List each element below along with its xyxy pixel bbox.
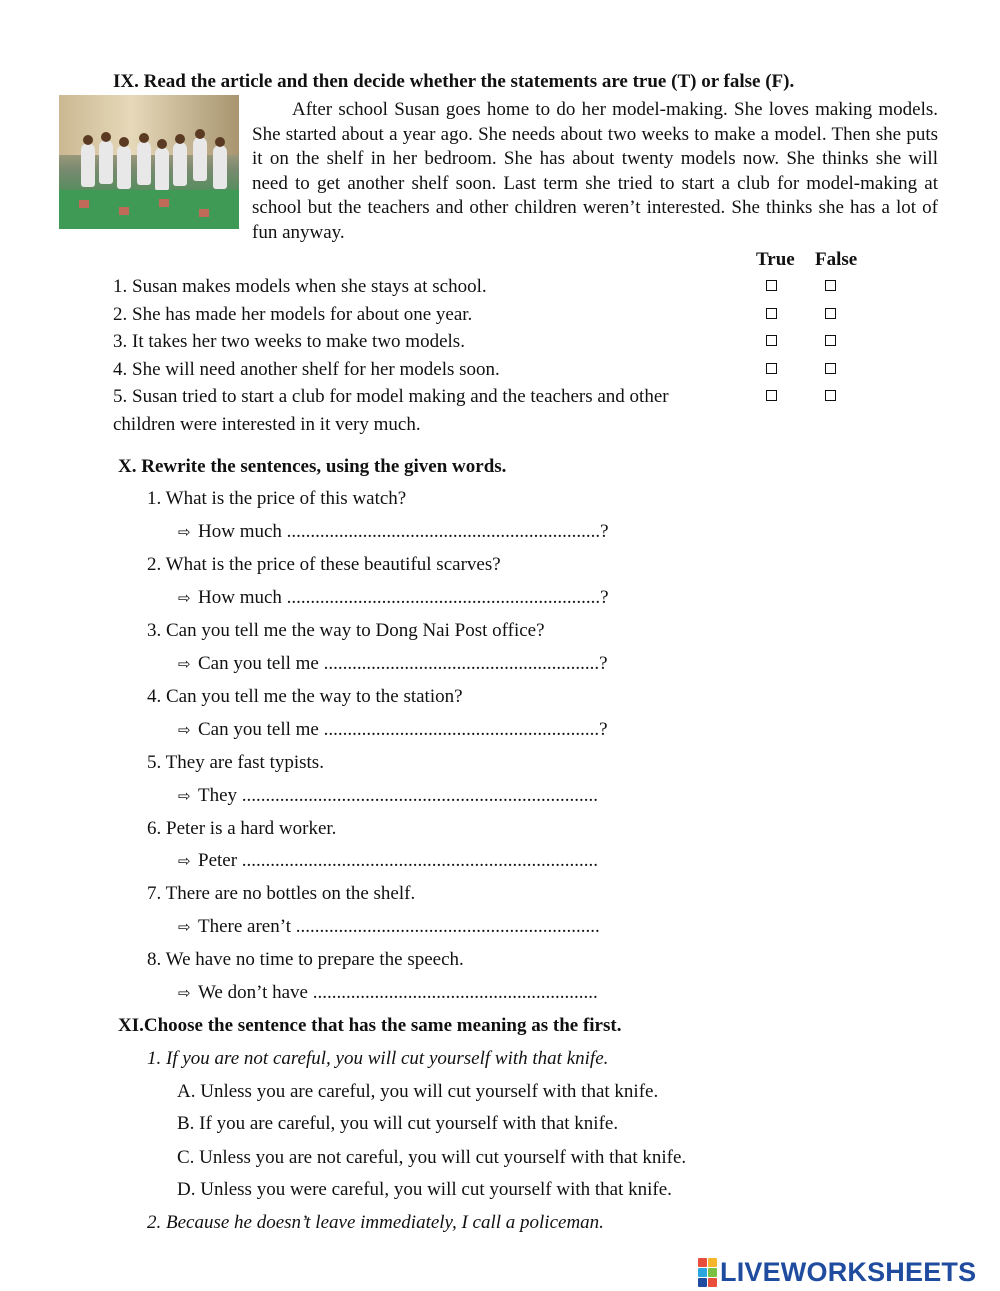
- statement-3-false-checkbox[interactable]: [825, 335, 836, 346]
- statement-2-false-checkbox[interactable]: [825, 308, 836, 319]
- rewrite-question-7: 7. There are no bottles on the shelf.: [147, 883, 416, 904]
- arrow-icon: ⇨: [178, 918, 191, 936]
- statement-4-false-checkbox[interactable]: [825, 363, 836, 374]
- arrow-icon: ⇨: [178, 852, 191, 870]
- section-9-heading: IX. Read the article and then decide whether the statements are true (T) or false (F).: [113, 71, 795, 92]
- arrow-icon: ⇨: [178, 655, 191, 673]
- statement-1: 1. Susan makes models when she stays at school.: [113, 276, 487, 297]
- rewrite-answer-5[interactable]: ⇨ They ...........................................................................: [178, 785, 599, 806]
- arrow-icon: ⇨: [178, 984, 191, 1002]
- rewrite-question-2: 2. What is the price of these beautiful scarves?: [147, 554, 501, 575]
- option-d[interactable]: D. Unless you were careful, you will cut yourself with that knife.: [177, 1179, 672, 1200]
- choice-question-1: 1. If you are not careful, you will cut yourself with that knife.: [147, 1048, 609, 1069]
- statement-3: 3. It takes her two weeks to make two models.: [113, 331, 465, 352]
- statement-1-false-checkbox[interactable]: [825, 280, 836, 291]
- option-b[interactable]: B. If you are careful, you will cut yourself with that knife.: [177, 1113, 619, 1134]
- option-c[interactable]: C. Unless you are not careful, you will cut yourself with that knife.: [177, 1147, 687, 1168]
- rewrite-answer-3[interactable]: ⇨ Can you tell me ..........................................................?: [178, 653, 608, 674]
- true-column-header: True: [756, 249, 795, 270]
- rewrite-answer-7[interactable]: ⇨ There aren’t ................................................................: [178, 916, 600, 937]
- arrow-icon: ⇨: [178, 787, 191, 805]
- choice-question-2: 2. Because he doesn’t leave immediately, I call a policeman.: [147, 1212, 604, 1233]
- statement-5: 5. Susan tried to start a club for model making and the teachers and other: [113, 386, 669, 407]
- rewrite-question-1: 1. What is the price of this watch?: [147, 488, 407, 509]
- statement-5-false-checkbox[interactable]: [825, 390, 836, 401]
- statement-4-true-checkbox[interactable]: [766, 363, 777, 374]
- statement-4: 4. She will need another shelf for her models soon.: [113, 359, 500, 380]
- statement-3-true-checkbox[interactable]: [766, 335, 777, 346]
- rewrite-answer-1[interactable]: ⇨ How much ..................................................................?: [178, 521, 609, 542]
- rewrite-answer-6[interactable]: ⇨ Peter ...........................................................................: [178, 850, 599, 871]
- statement-1-true-checkbox[interactable]: [766, 280, 777, 291]
- logo-text: LIVEWORKSHEETS: [720, 1256, 977, 1287]
- article-paragraph: After school Susan goes home to do her model-making. She loves making models. She started about a year ago. She needs about two weeks to make a model. Then she puts it on the shelf in her bedroom. She has about twenty models now. She thinks she will need to get another shelf soon. Last term she tried to start a club for model-making at school but the teachers and other children weren’t interested. She thinks she has a lot of fun anyway.: [252, 99, 938, 243]
- statement-2-true-checkbox[interactable]: [766, 308, 777, 319]
- false-column-header: False: [815, 249, 858, 270]
- rewrite-question-6: 6. Peter is a hard worker.: [147, 818, 337, 839]
- arrow-icon: ⇨: [178, 589, 191, 607]
- arrow-icon: ⇨: [178, 721, 191, 739]
- rewrite-question-3: 3. Can you tell me the way to Dong Nai Post office?: [147, 620, 545, 641]
- students-model-photo: [59, 95, 239, 229]
- arrow-icon: ⇨: [178, 523, 191, 541]
- rewrite-answer-2[interactable]: ⇨ How much ..................................................................?: [178, 587, 609, 608]
- statement-2: 2. She has made her models for about one year.: [113, 304, 473, 325]
- statement-5-continued: children were interested in it very much.: [113, 414, 421, 435]
- section-10-heading: X. Rewrite the sentences, using the given words.: [118, 456, 507, 477]
- statement-5-true-checkbox[interactable]: [766, 390, 777, 401]
- rewrite-question-4: 4. Can you tell me the way to the station?: [147, 686, 463, 707]
- rewrite-question-5: 5. They are fast typists.: [147, 752, 324, 773]
- option-a[interactable]: A. Unless you are careful, you will cut yourself with that knife.: [177, 1081, 659, 1102]
- section-11-heading: XI.Choose the sentence that has the same meaning as the first.: [118, 1015, 622, 1036]
- logo-icon: [698, 1258, 717, 1287]
- rewrite-answer-8[interactable]: ⇨ We don’t have ............................................................: [178, 982, 598, 1003]
- rewrite-answer-4[interactable]: ⇨ Can you tell me ..........................................................?: [178, 719, 608, 740]
- liveworksheets-logo: [698, 1255, 976, 1289]
- rewrite-question-8: 8. We have no time to prepare the speech.: [147, 949, 464, 970]
